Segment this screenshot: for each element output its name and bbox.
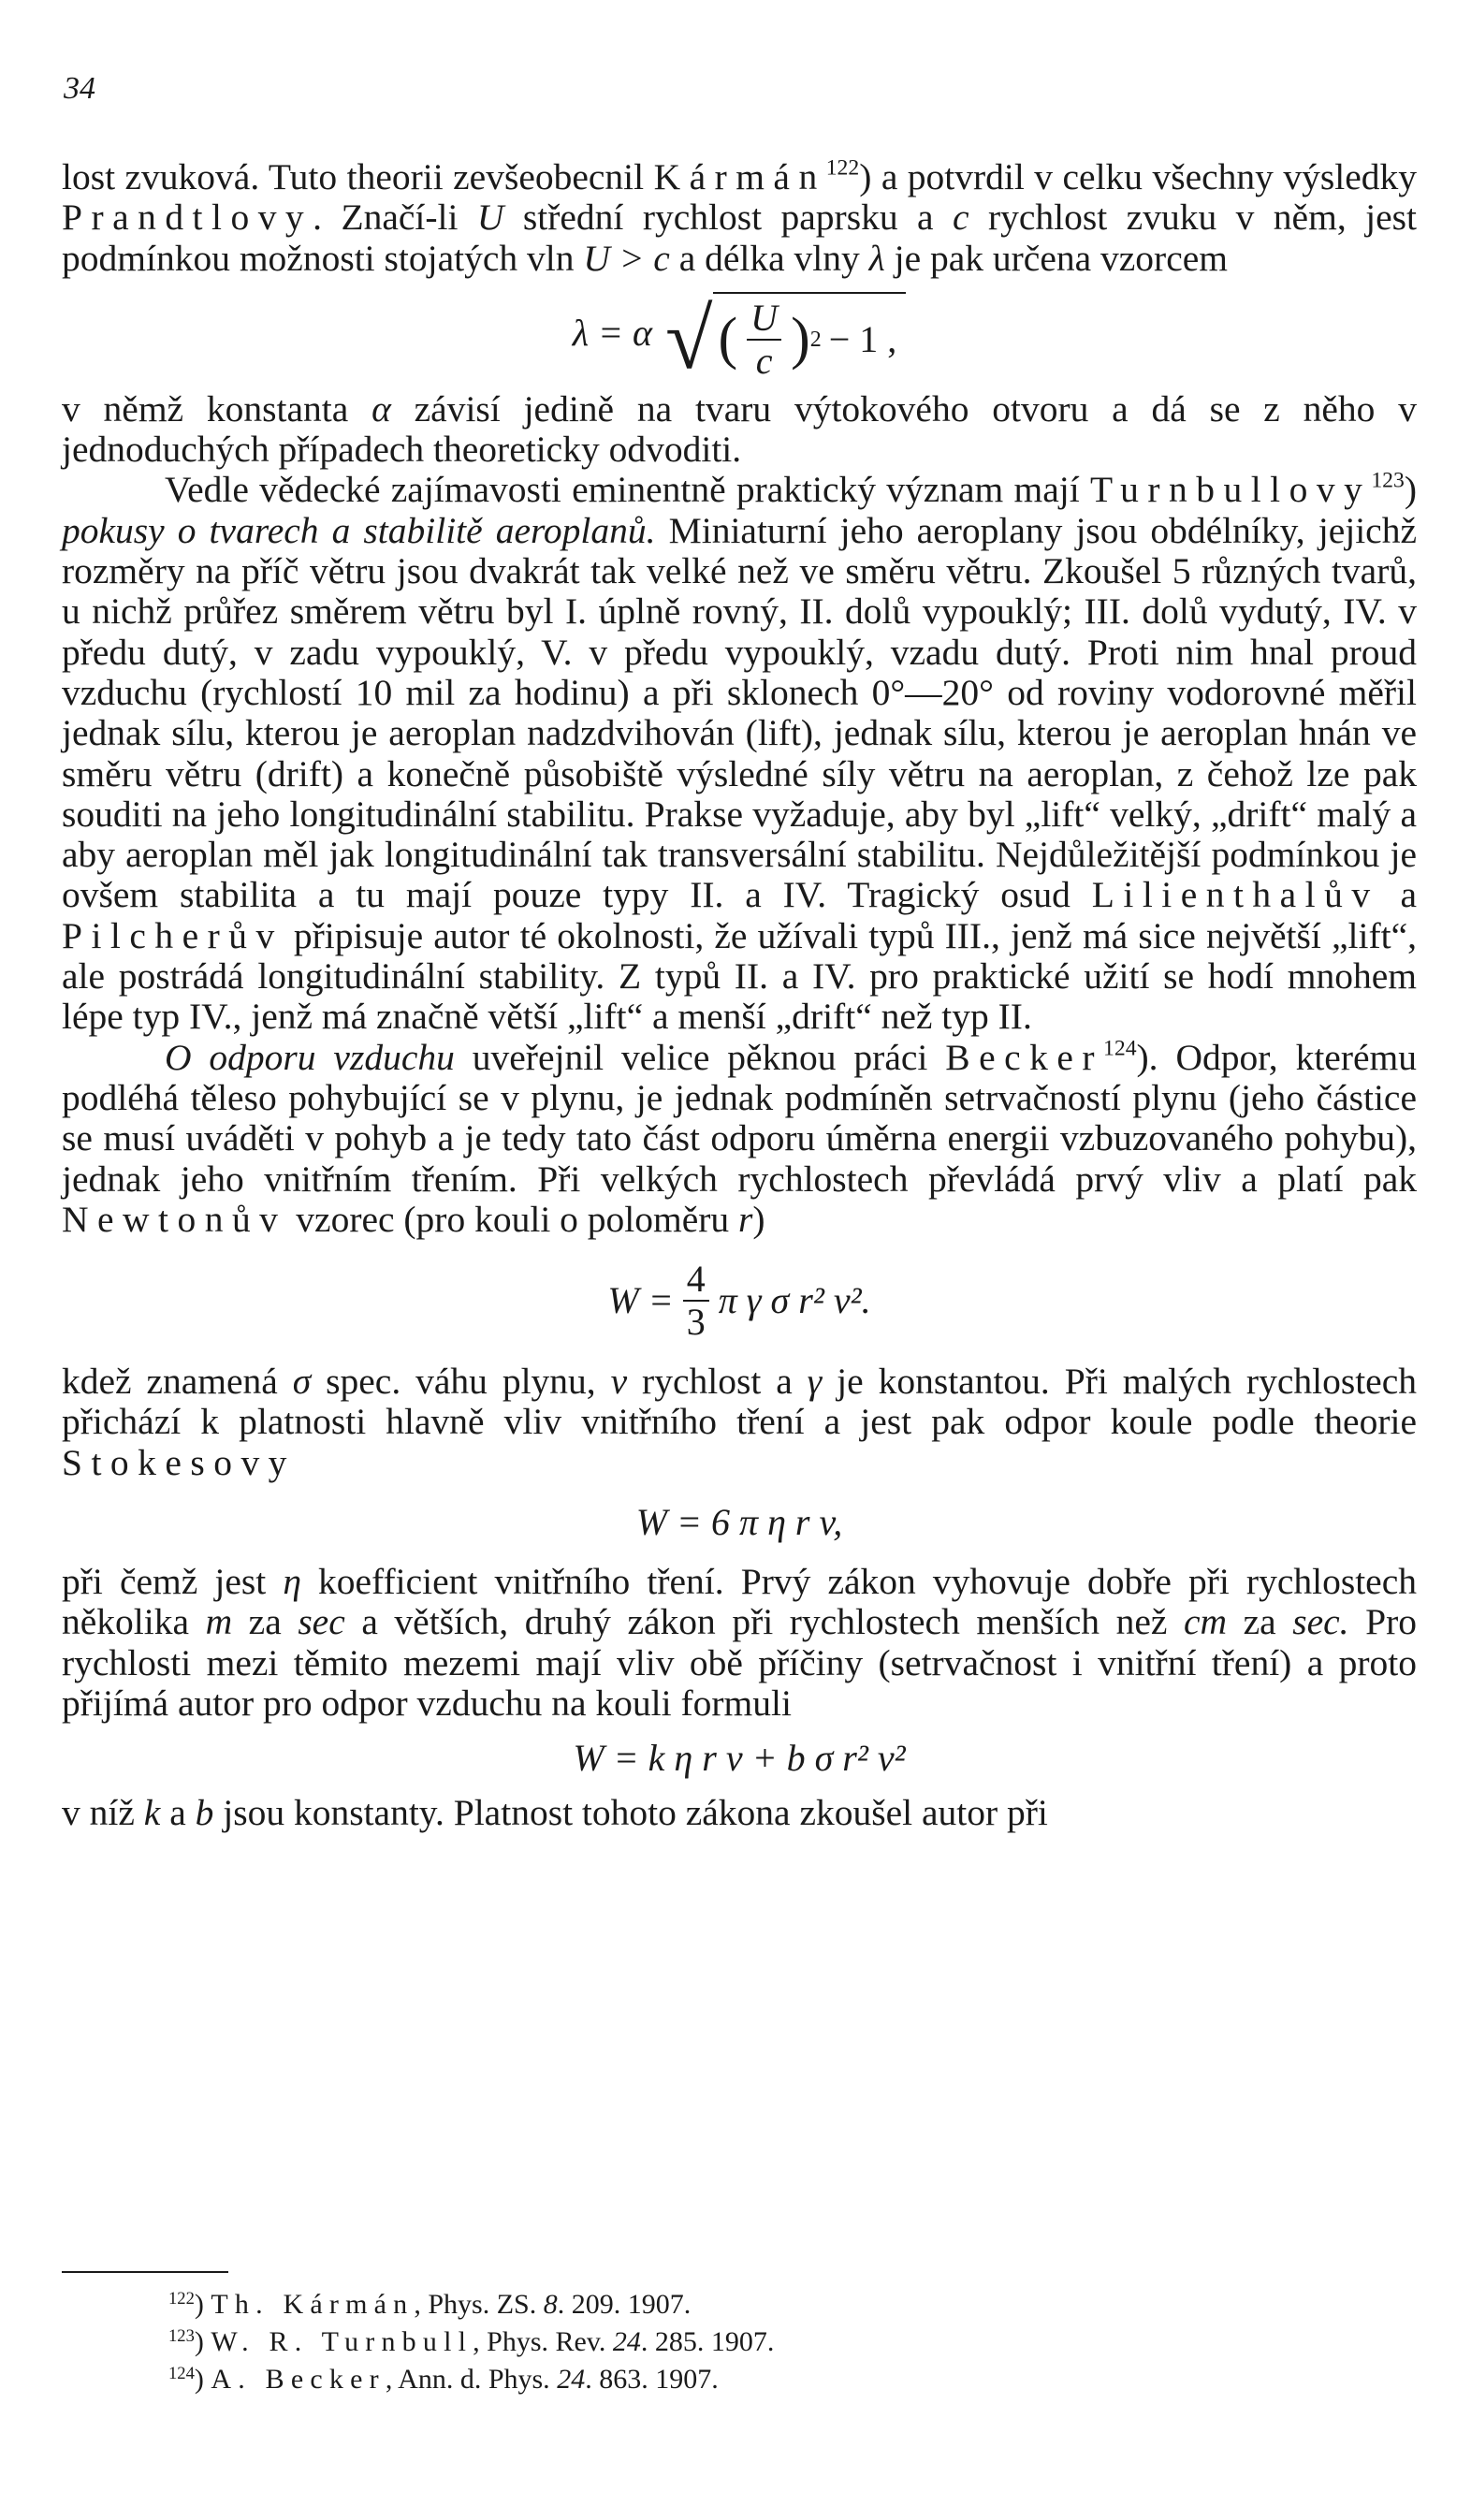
text-run: . Značí-li (313, 197, 477, 239)
text-run: ). Odpor, kterému podléhá těleso pohybující se v plynu, je jednak podmíněn setrvačností plynu (jeho částice se musí uváděti v pohyb a je tedy tato část odporu úměrna energii vzbuzovaného pohybu), jednak jeho vnitřním třením. Při velkých rychlostech převládá prvý vliv a platí pak (62, 1036, 1417, 1200)
footnote-volume: 24 (557, 2364, 586, 2396)
fraction-denominator: c (755, 339, 773, 382)
text-run: rychlost a (627, 1361, 808, 1403)
footnote-ref-text: , Phys. Rev. (473, 2326, 613, 2358)
footnote (168, 2283, 774, 2321)
text-run: Miniaturní jeho aeroplany jsou obdélníky, jejichž rozměry na příč větru jsou dvakrát tak velké než ve směru větru. Zkoušel 5 různých tvarů, u nichž průřez směrem větru byl I. úplně rovný, II. dolů vypouklý; III. dolů vydutý, IV. v předu dutý, v zadu vypouklý, V. v předu vypouklý, vzadu dutý. Proti nim hnal proud vzduchu (rychlostí 10 mil za hodinu) a při sklonech 0°—20° od roviny vodorovné měřil jednak sílu, kterou je aeroplan nadzdvihován (lift), jednak sílu, kterou je aeroplan hnán ve směru větru (drift) a konečně působiště výsledné síly větru na aeroplan, z čehož lze pak souditi na jeho longitudinální stabilitu. Prakse vyžaduje, aby byl „lift“ velký, „drift“ malý a aby aeroplan měl jak longitudinální tak transversální stabilitu. Nejdůležitější podmínkou je ovšem stabilita a tu mají pouze typy II. a IV. Tragický osud (62, 509, 1417, 916)
italic-text: r (738, 1198, 753, 1240)
paragraph (62, 1362, 1417, 1483)
spaced-name: Newtonův (62, 1198, 287, 1240)
text-run: připisuje autor té okolnosti, že užívali typů III., jenž má sice největší „lift“, ale postrádá longitudinální stability. Z typů II. a IV. pro praktické užití se hodí mnohem lépe typ IV., jenž má značně větší „lift“ a menší „drift“ než typ II. (62, 914, 1417, 1038)
italic-text: O odporu vzduchu (165, 1036, 455, 1078)
italic-text: k (143, 1792, 161, 1834)
formula-stokes: W = 6 π η r v, (635, 1501, 843, 1544)
square-root (662, 290, 906, 386)
spaced-name: Kármán (653, 156, 826, 197)
text-run: Pro rychlosti mezi těmito mezemi mají vliv obě příčiny (setrvačnost i vnitřní tření) a proto přijímá autor pro odpor vzduchu na kouli formuli (62, 1601, 1417, 1724)
italic-text: cm (1183, 1601, 1228, 1643)
fraction-numerator: 4 (683, 1259, 709, 1302)
footnote-divider (62, 2271, 228, 2273)
text-run: a (1378, 874, 1417, 916)
italic-text: sec (298, 1601, 345, 1643)
text-run: lost zvuková. Tuto theorii zevšeobecnil (62, 156, 654, 197)
footnote-paren: ) (194, 2289, 211, 2321)
italic-text: sec. (1292, 1601, 1349, 1643)
text-run: a (160, 1792, 196, 1834)
fraction-denominator: 3 (686, 1301, 706, 1344)
paren-open-icon: ( (718, 307, 738, 371)
footnote (168, 2358, 774, 2396)
formula-newton (62, 1240, 1417, 1362)
text-run: při čemž jest (62, 1561, 284, 1603)
italic-text: U (476, 197, 504, 239)
paragraph (62, 1793, 1417, 1833)
fraction (683, 1259, 709, 1343)
italic-text: c (952, 197, 969, 239)
footnote-ref: 124 (1103, 1036, 1137, 1061)
text-run: a větších, druhý zákon při rychlostech menších než (344, 1601, 1184, 1643)
spaced-name: Pilcherův (62, 914, 284, 956)
formula-rhs: π γ σ r² v². (718, 1279, 871, 1322)
text-run: spec. váhu plynu, (311, 1361, 611, 1403)
page-number: 34 (64, 71, 95, 106)
text-run: koefficient vnitřního tření. Prvý zákon vyhovuje dobře při rychlostech několika (62, 1561, 1417, 1643)
paragraph (62, 470, 1417, 1037)
paren-close-icon: ) (791, 307, 810, 371)
footnote-author: Th. Kármán (211, 2289, 415, 2321)
footnote-number: 124 (168, 2364, 195, 2384)
italic-text: λ (868, 237, 885, 279)
formula-air-resistance: W = k η r v + b σ r² v² (573, 1737, 906, 1780)
italic-text: U > c (583, 237, 670, 279)
text-run: jsou konstanty. Platnost tohoto zákona zkoušel autor při (213, 1792, 1048, 1834)
italic-text: b (195, 1792, 214, 1834)
footnote-rest: . 285. 1907. (640, 2326, 775, 2358)
footnote-rest: . 863. 1907. (585, 2364, 719, 2396)
footnote-author: A. Becker (211, 2364, 386, 2396)
footnote-ref: 122 (825, 155, 860, 181)
text-run: Vedle vědecké zajímavosti eminentně praktický význam mají (165, 469, 1090, 511)
italic-text: η (283, 1561, 301, 1603)
footnotes (168, 2283, 774, 2396)
formula-lhs: λ = α (572, 312, 653, 355)
italic-text: γ (807, 1361, 823, 1403)
radical-sign-icon: √ (665, 290, 713, 386)
spaced-name: Stokesovy (62, 1441, 296, 1483)
footnote-rest: . 209. 1907. (557, 2289, 692, 2321)
text-run: kdež znamená (62, 1361, 293, 1403)
text-run: za (1227, 1601, 1293, 1643)
paragraph (62, 1562, 1417, 1724)
text-run: je konstantou. Při malých rychlostech přichází k platnosti hlavně vliv vnitřního tření a jest pak odpor koule podle theorie (62, 1361, 1417, 1443)
text-run: uveřejnil velice pěknou práci (454, 1036, 946, 1078)
spaced-name: Becker (945, 1036, 1103, 1078)
text-run: závisí jedině na tvaru výtokového otvoru a dá se z něho v jednoduchých případech theoreticky odvoditi. (62, 387, 1417, 471)
footnote-author: W. R. Turnbull (211, 2326, 473, 2358)
text-run: střední rychlost paprsku a (503, 197, 953, 239)
paragraph (62, 157, 1417, 279)
footnote-paren: ) (194, 2326, 211, 2358)
text-run: a délka vlny (669, 237, 869, 279)
footnote-number: 122 (168, 2289, 195, 2309)
spaced-name: Turnbullovy (1089, 469, 1372, 511)
italic-text: m (205, 1601, 233, 1643)
italic-text: σ (292, 1361, 312, 1403)
footnote-ref: 123 (1371, 469, 1405, 494)
formula-wavelength (62, 279, 1417, 389)
main-text (62, 157, 1417, 1834)
text-run: ) (752, 1198, 765, 1240)
italic-text: α (371, 387, 391, 430)
paragraph (62, 1038, 1417, 1240)
text-run: ) (1404, 469, 1417, 511)
text-run: ) a potvrdil v celku všechny výsledky (859, 156, 1417, 197)
fraction (747, 298, 781, 382)
text-run: za (232, 1601, 299, 1643)
footnote-volume: 8 (543, 2289, 558, 2321)
italic-text: v (610, 1361, 628, 1403)
text-run: vzorec (pro kouli o poloměru (286, 1198, 739, 1240)
paragraph (62, 389, 1417, 471)
fraction-numerator: U (747, 298, 781, 341)
text-run: v níž (62, 1792, 144, 1834)
spaced-name: Lilienthalův (1091, 874, 1379, 916)
spaced-name: Prandtlovy (62, 197, 313, 239)
footnote-ref-text: , Ann. d. Phys. (385, 2364, 558, 2396)
formula-lhs: W = (607, 1279, 674, 1322)
text-run: rychlost zvuku v něm, jest podmínkou možnosti stojatých vln (62, 197, 1417, 279)
formula-tail: − 1 , (828, 318, 897, 361)
text-run: v němž konstanta (62, 387, 372, 430)
footnote-volume: 24 (612, 2326, 641, 2358)
footnote-ref-text: , Phys. ZS. (414, 2289, 544, 2321)
footnote-number: 123 (168, 2326, 195, 2347)
footnote (168, 2321, 774, 2358)
footnote-paren: ) (194, 2364, 211, 2396)
radicand: ( $\frac{U}{c}$ ) 2 − 1 , (713, 292, 907, 382)
text-run: je pak určena vzorcem (884, 237, 1228, 279)
italic-text: pokusy o tvarech a stabilitě aeroplanů. (62, 509, 656, 551)
